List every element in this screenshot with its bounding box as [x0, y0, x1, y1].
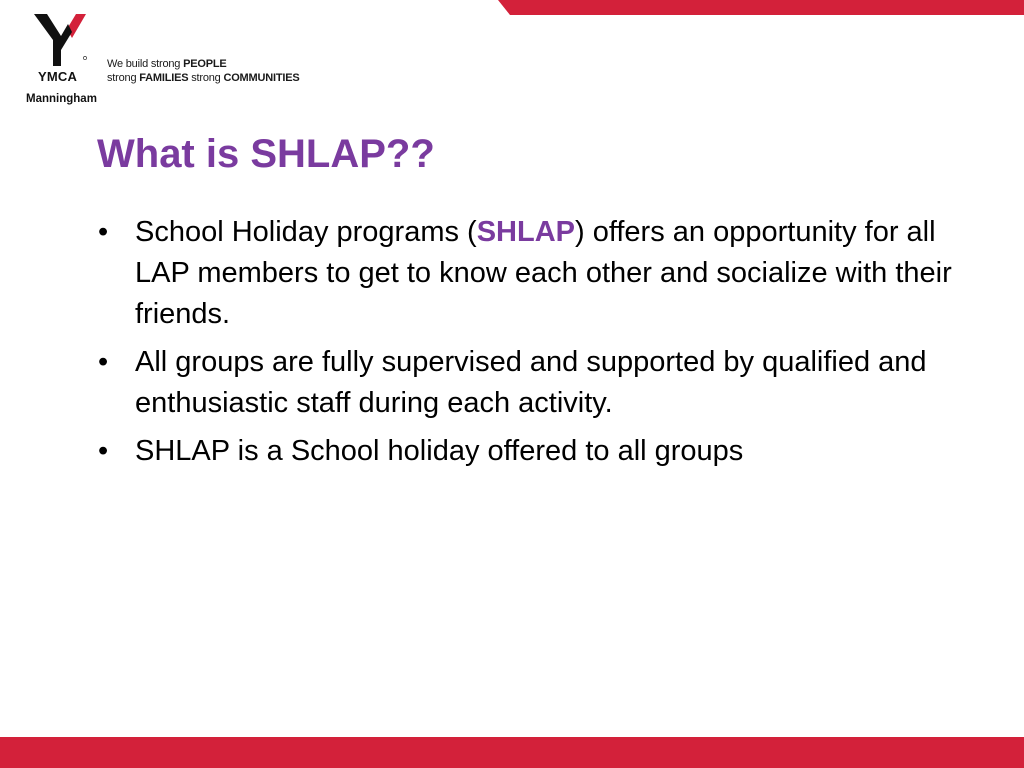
ymca-y-icon	[34, 10, 88, 66]
slide-title: What is SHLAP??	[97, 132, 435, 176]
bullet-list	[96, 212, 956, 479]
bullet-1-highlight: SHLAP	[476, 216, 575, 248]
bullet-3-text: SHLAP is a School holiday offered to all groups	[135, 435, 744, 467]
tagline-line1-prefix: We build strong	[107, 58, 184, 70]
tagline-line2-bold1: FAMILIES	[139, 72, 189, 84]
bullet-dot-icon: •	[98, 435, 109, 467]
tagline-line2-part1: strong	[107, 72, 140, 84]
tagline-line1-bold: PEOPLE	[183, 58, 227, 70]
top-accent-stripe	[498, 0, 1024, 15]
bullet-1-before: School Holiday programs (	[135, 216, 477, 248]
bullet-dot-icon: •	[98, 216, 109, 248]
logo-ymca-text: YMCA	[38, 69, 78, 84]
bullet-item	[96, 431, 956, 472]
bullet-dot-icon: •	[98, 346, 109, 378]
bullet-2-text: All groups are fully supervised and supported by qualified and enthusiastic staff during each activity.	[135, 346, 927, 419]
tagline-line2-part2: strong	[188, 72, 224, 84]
tagline-line-1	[107, 57, 299, 71]
bullet-item	[96, 342, 956, 424]
tagline-line2-bold2: COMMUNITIES	[223, 72, 300, 84]
bottom-accent-bar	[0, 737, 1024, 768]
bullet-1-after: ) offers an opportunity for all LAP members to get to know each other and socialize with their friends.	[135, 216, 952, 330]
bullet-item	[96, 212, 956, 335]
brand-tagline	[107, 57, 299, 85]
logo-location-text: Manningham	[26, 93, 97, 105]
tagline-line-2	[107, 71, 299, 85]
ymca-logo	[26, 10, 116, 110]
